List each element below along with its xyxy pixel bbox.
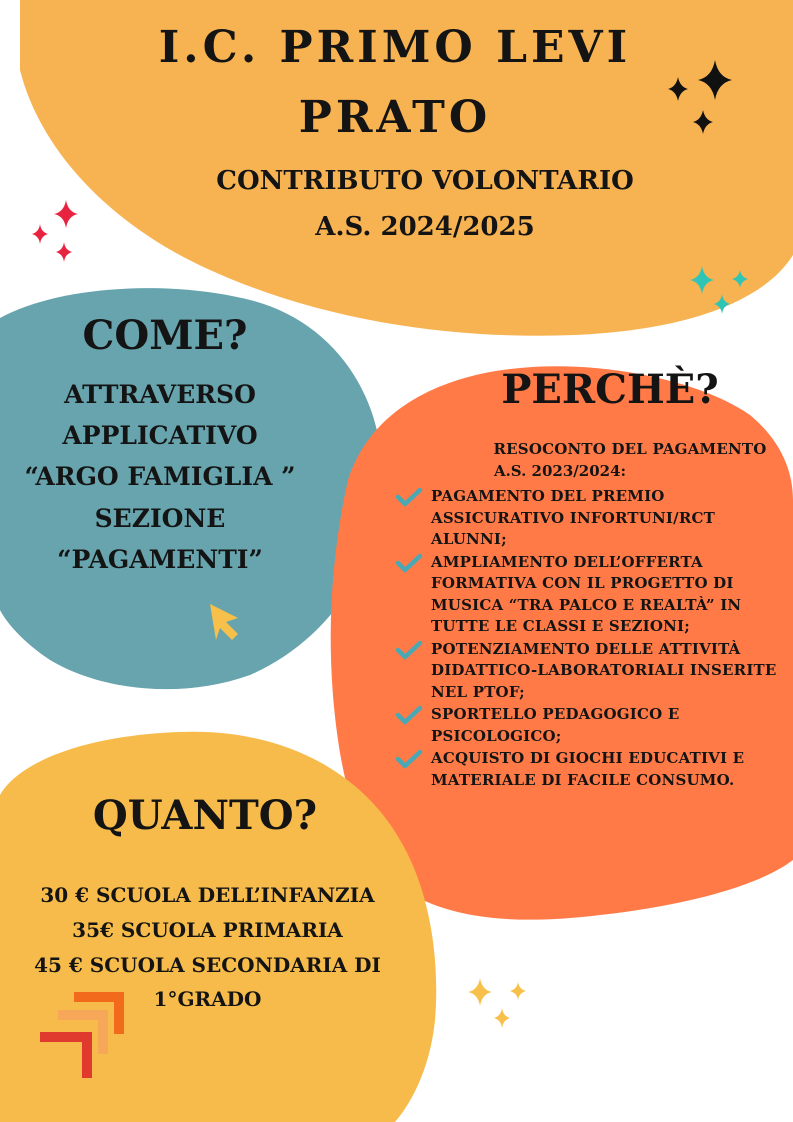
checklist-item: [395, 639, 791, 704]
checklist-item-text: ACQUISTO DI GIOCHI EDUCATIVI E MATERIALE DI FACILE CONSUMO.: [431, 749, 745, 789]
checkmark-icon: [395, 640, 423, 660]
perche-intro-line1: RESOCONTO DEL PAGAMENTO: [493, 440, 767, 458]
checklist-item-text: AMPLIAMENTO DELL’OFFERTA FORMATIVA CON IL PROGETTO DI MUSICA “TRA PALCO E REALTÀ” IN TUTTE LE CLASSI E SEZIONI;: [431, 552, 742, 635]
quanto-heading: QUANTO?: [92, 792, 318, 839]
sparkle-red-icon: [28, 198, 88, 268]
cursor-arrow-icon: [204, 600, 248, 644]
sparkle-teal-icon: [686, 262, 756, 322]
quanto-line-1: 30 € SCUOLA DELL’INFANZIA: [40, 883, 375, 907]
title-line1: I.C. PRIMO LEVI: [158, 22, 632, 73]
checklist-item-text: PAGAMENTO DEL PREMIO ASSICURATIVO INFORTUNI/RCT ALUNNI;: [431, 487, 715, 548]
come-line-2: APPLICATIVO: [62, 421, 258, 450]
sparkle-gold-icon: [462, 974, 532, 1034]
checkmark-icon: [395, 553, 423, 573]
subtitle-line2: A.S. 2024/2025: [315, 212, 535, 242]
checklist-item: [395, 704, 751, 747]
come-heading: COME?: [82, 312, 248, 359]
checkmark-icon: [395, 705, 423, 725]
come-line-5: “PAGAMENTI”: [57, 545, 263, 574]
perche-checklist: [395, 486, 785, 792]
subtitle-line1: CONTRIBUTO VOLONTARIO: [216, 166, 634, 196]
chevron-stack-icon: [36, 984, 136, 1084]
checklist-item: [395, 486, 761, 551]
checkmark-icon: [395, 487, 423, 507]
checklist-item: [395, 552, 781, 638]
quanto-line-2: 35€ SCUOLA PRIMARIA: [72, 918, 343, 942]
checkmark-icon: [395, 749, 423, 769]
quanto-line-3: 45 € SCUOLA SECONDARIA DI: [34, 953, 381, 977]
checklist-item: [395, 748, 793, 791]
come-line-1: ATTRAVERSO: [64, 380, 256, 409]
come-line-3: “ARGO FAMIGLIA ”: [24, 462, 296, 491]
perche-heading: PERCHÈ?: [501, 366, 719, 413]
title-line2: PRATO: [298, 92, 492, 143]
come-line-4: SEZIONE: [94, 504, 226, 533]
sparkle-dark-icon: [660, 55, 750, 145]
checklist-item-text: SPORTELLO PEDAGOGICO E PSICOLOGICO;: [431, 705, 680, 745]
quanto-line-4: 1°GRADO: [153, 987, 262, 1011]
checklist-item-text: POTENZIAMENTO DELLE ATTIVITÀ DIDATTICO-LABORATORIALI INSERITE NEL PTOF;: [431, 639, 777, 701]
perche-intro-line2: A.S. 2023/2024:: [493, 462, 627, 480]
